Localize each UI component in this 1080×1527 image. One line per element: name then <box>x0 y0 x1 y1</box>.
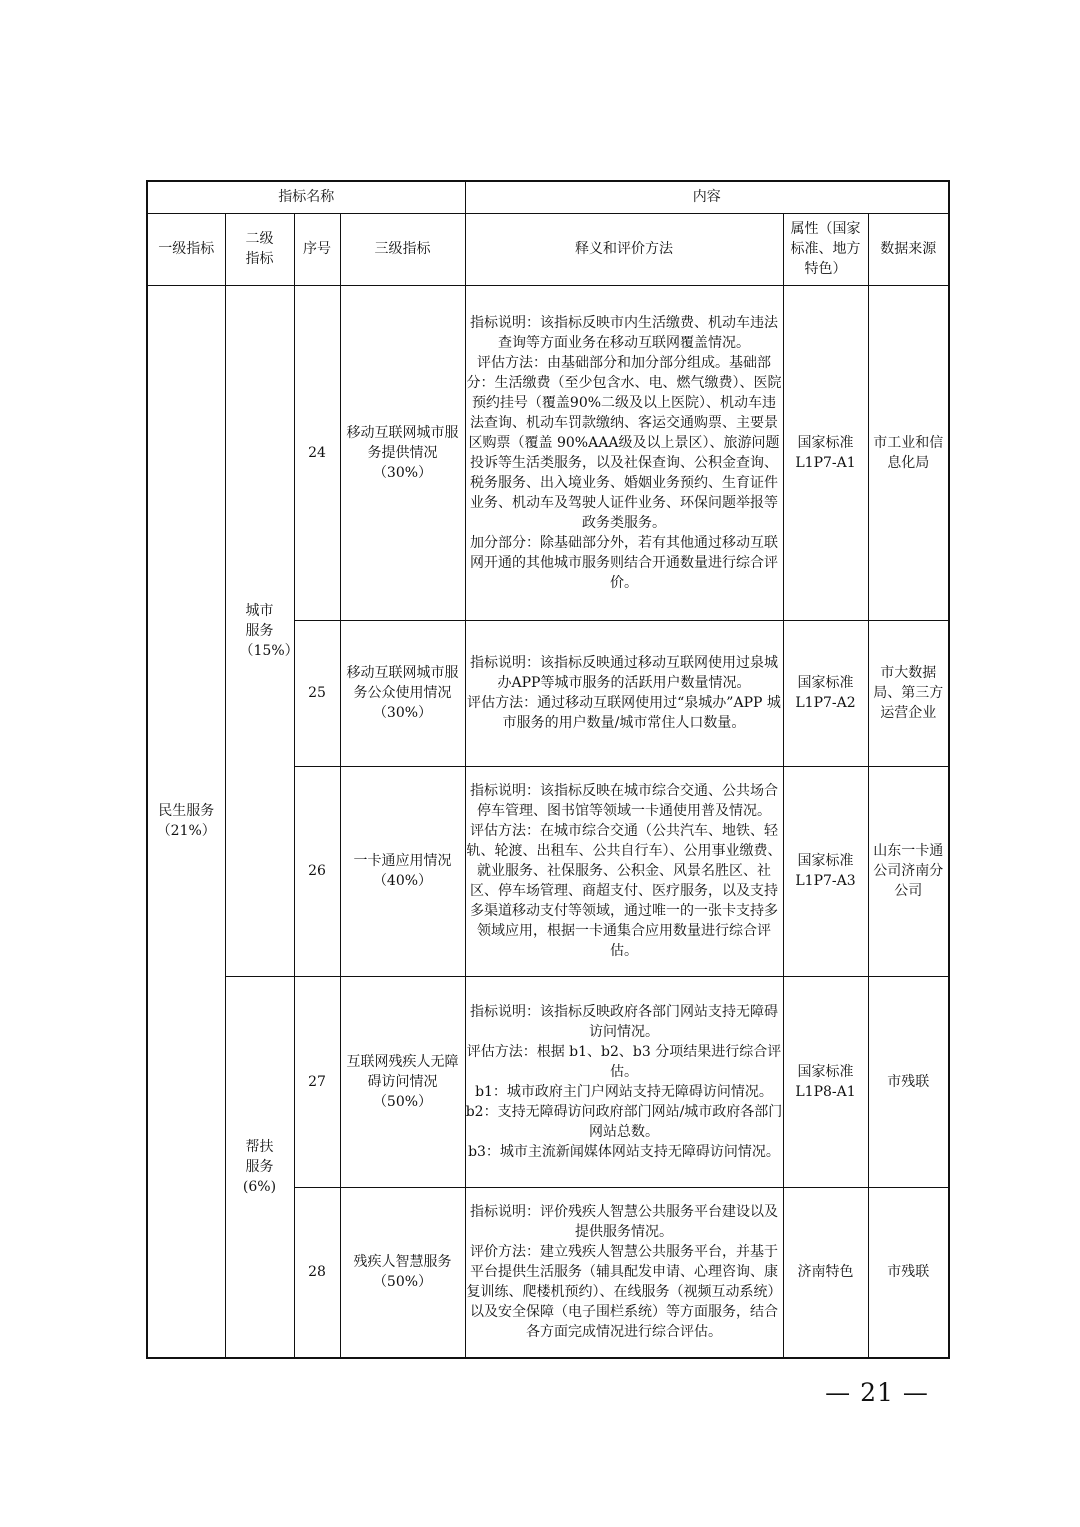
level3-weight: （30%） <box>372 464 433 481</box>
level3-cell <box>340 976 465 1187</box>
attribute-cell: 国家标准L1P7-A3 <box>783 766 868 976</box>
level2-name: 城市服务 <box>245 602 274 639</box>
header-level2: 二级指标 <box>225 213 294 285</box>
method-line: 指标说明：该指标反映市内生活缴费、机动车违法查询等方面业务在移动互联网覆盖情况。 <box>470 314 778 351</box>
attribute-cell: 国家标准L1P8-A1 <box>783 976 868 1187</box>
level2-cell-assist-service <box>225 976 294 1358</box>
header-row-1 <box>147 181 949 213</box>
method-line: 加分部分：除基础部分外，若有其他通过移动互联网开通的其他城市服务则结合开通数量进行综合评价。 <box>470 534 778 591</box>
method-line: 指标说明：该指标反映政府各部门网站支持无障碍访问情况。 <box>470 1003 778 1040</box>
level2-weight: （15%） <box>239 642 299 659</box>
seq-cell: 24 <box>294 285 340 620</box>
level3-name: 残疾人智慧服务 <box>353 1254 452 1271</box>
source-cell: 山东一卡通公司济南分公司 <box>868 766 949 976</box>
method-line: b2：支持无障碍访问政府部门网站/城市政府各部门网站总数。 <box>465 1103 783 1140</box>
method-cell <box>465 620 783 766</box>
source-cell: 市大数据局、第三方运营企业 <box>868 620 949 766</box>
level3-name: 一卡通应用情况 <box>353 853 452 869</box>
method-cell <box>465 1187 783 1358</box>
page-number: — 21 — <box>825 1378 929 1407</box>
indicator-table <box>146 180 950 1359</box>
source-cell: 市工业和信息化局 <box>868 285 949 620</box>
level1-weight: （21%） <box>156 823 216 840</box>
method-line: 评估方法：通过移动互联网使用过“泉城办”APP 城市服务的用户数量/城市常住人口数量。 <box>467 695 781 731</box>
level3-cell <box>340 1187 465 1358</box>
level1-cell <box>147 285 225 1358</box>
header-row-2 <box>147 213 949 285</box>
method-cell <box>465 976 783 1187</box>
level1-name: 民生服务 <box>158 803 215 820</box>
level3-name: 互联网残疾人无障碍访问情况 <box>346 1053 459 1090</box>
level3-weight: （50%） <box>372 1274 433 1291</box>
header-content: 内容 <box>465 181 949 213</box>
level2-name: 帮扶服务 <box>245 1138 274 1175</box>
header-source: 数据来源 <box>868 213 949 285</box>
level2-cell-city-service <box>225 285 299 976</box>
table-row <box>147 285 949 620</box>
level3-cell <box>340 285 465 620</box>
table-row <box>147 976 949 1187</box>
seq-cell: 26 <box>294 766 340 976</box>
source-cell: 市残联 <box>868 976 949 1187</box>
header-seq: 序号 <box>294 213 340 285</box>
method-line: 指标说明：评价残疾人智慧公共服务平台建设以及提供服务情况。 <box>470 1204 778 1241</box>
method-line: 评估方法：根据 b1、b2、b3 分项结果进行综合评估。 <box>466 1043 782 1080</box>
header-level1: 一级指标 <box>147 213 225 285</box>
method-line: 评价方法：建立残疾人智慧公共服务平台，并基于平台提供生活服务（辅具配发申请、心理咨询、康复训练、爬楼机预约）、在线服务（视频互动系统）以及安全保障（电子围栏系统）等方面服务，结合各方面完成情况进行综合评估。 <box>466 1244 782 1341</box>
seq-cell: 28 <box>294 1187 340 1358</box>
method-line: 指标说明：该指标反映在城市综合交通、公共场合停车管理、图书馆等领域一卡通使用普及情况。 <box>470 783 778 819</box>
level3-name: 移动互联网城市服务公众使用情况 <box>346 665 459 701</box>
level2-weight: (6%) <box>242 1178 277 1195</box>
header-indicator-name: 指标名称 <box>147 181 465 213</box>
seq-cell: 25 <box>294 620 340 766</box>
level3-cell <box>340 620 465 766</box>
method-cell <box>465 285 783 620</box>
method-line: b3：城市主流新闻媒体网站支持无障碍访问情况。 <box>468 1143 780 1160</box>
level3-cell <box>340 766 465 976</box>
method-cell <box>465 766 783 976</box>
level3-name: 移动互联网城市服务提供情况 <box>346 424 459 461</box>
attribute-cell: 济南特色 <box>783 1187 868 1358</box>
method-line: b1：城市政府主门户网站支持无障碍访问情况。 <box>475 1083 773 1100</box>
attribute-cell: 国家标准L1P7-A2 <box>783 620 868 766</box>
seq-cell: 27 <box>294 976 340 1187</box>
level3-weight: （50%） <box>372 1093 433 1110</box>
attribute-cell: 国家标准L1P7-A1 <box>783 285 868 620</box>
header-method: 释义和评价方法 <box>465 213 783 285</box>
method-line: 评估方法：由基础部分和加分部分组成。基础部分：生活缴费（至少包含水、电、燃气缴费）、医院预约挂号（覆盖90%二级及以上医院）、机动车违法查询、机动车罚款缴纳、客运交通购票、主要景区购票（覆盖 90%AAA级及以上景区）、旅游问题投诉等生活类服务，以及社保查询、公积金查询、税务服务、出入境业务、婚姻业务预约、生育证件业务、机动车及驾驶人证件业务、环保问题举报等政务类服务。 <box>466 354 782 531</box>
header-level3: 三级指标 <box>340 213 465 285</box>
level3-weight: （40%） <box>372 873 433 889</box>
method-line: 指标说明：该指标反映通过移动互联网使用过泉城办APP等城市服务的活跃用户数量情况。 <box>470 655 778 691</box>
level3-weight: （30%） <box>372 705 433 721</box>
source-cell: 市残联 <box>868 1187 949 1358</box>
method-line: 评估方法：在城市综合交通（公共汽车、地铁、轻轨、轮渡、出租车、公共自行车）、公用事业缴费、就业服务、社保服务、公积金、风景名胜区、社区、停车场管理、商超支付、医疗服务，以及支持多渠道移动支付等领域，通过唯一的一张卡支持多领域应用，根据一卡通集合应用数量进行综合评估。 <box>466 823 782 959</box>
header-attribute: 属性（国家标准、地方特色） <box>783 213 868 285</box>
